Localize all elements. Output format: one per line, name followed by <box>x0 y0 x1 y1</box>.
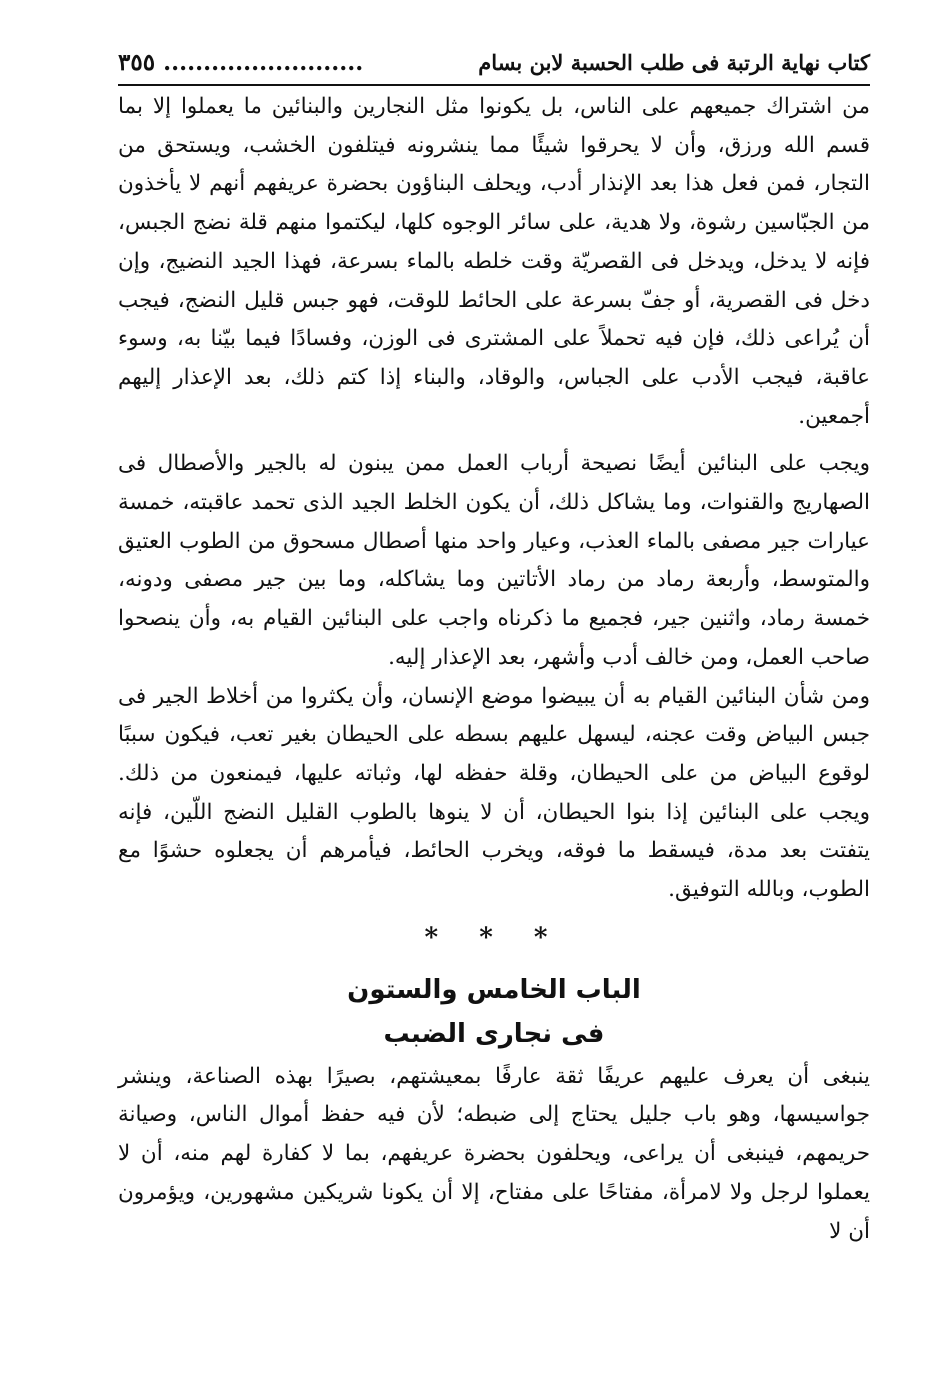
page-body <box>118 88 870 1251</box>
running-header <box>118 40 870 86</box>
paragraph-2: ويجب على البنائين أيضًا نصيحة أرباب العمل ممن يبنون له بالجير والأصطال فى الصهاريج والقنوات، وما يشاكل ذلك، أن يكون الخلط الجيد الذى تحمد عاقبته، خمسة عيارات جير مصفى بالماء العذب، وعيار واحد منها أصطال مسحوق من الطوب العتيق والمتوسط، وأربعة رماد من رماد الأتاتين وما يشاكله، وما بين جير مصفى ودونه، خمسة رماد، واثنين جير، فجميع ما ذكرناه واجب على البنائين القيام به، وأن ينصحوا صاحب العمل، ومن خالف أدب وأشهر، بعد الإعذار إليه. <box>118 451 870 670</box>
chapter-title: الباب الخامس والستون <box>347 974 641 1005</box>
paragraph-3: ومن شأن البنائين القيام به أن يبيضوا موضع الإنسان، وأن يكثروا من أخلاط الجير فى جبس البياض وقت عجنه، ليسهل عليهم بسطه على الحيطان بغير تعب، فيكون سببًا لوقوع البياض من على الحيطان، وقلة حفظه لها، وثباته عليها، فيمنعون من ذلك. ويجب على البنائين إذا بنوا الحيطان، أن لا ينوها بالطوب القليل النضج اللّين، فإنه يتفتت بعد مدة، فيسقط ما فوقه، ويخرب الحائط، فيأمرهم أن يجعلوه حشوًا مع الطوب، وبالله التوفيق. <box>118 683 870 903</box>
section-separator: * * * <box>424 922 564 953</box>
paragraph-4: ينبغى أن يعرف عليهم عريفًا ثقة عارفًا بمعيشتهم، بصيرًا بهذه الصناعة، وينشر جواسيسها، وهو باب جليل يحتاج إلى ضبطه؛ لأن فيه حفظ أموال الناس، وصيانة حريمهم، فينبغى أن يراعى، ويحلفون بحضرة عريفهم، بما لا كفارة لهم منه، أن لا يعملوا لرجل ولا لامرأة، مفتاحًا على مفتاح، إلا أن يكونا شريكين مشهورين، ويؤمرون أن لا <box>118 1063 870 1244</box>
paragraph-1: من اشتراك جميعهم على الناس، بل يكونوا مثل النجارين والبنائين ما يعملوا إلا بما قسم الله ورزق، وأن لا يحرقوا شيئًا مما ينشرونه فيتلفون الخشب، ويستحق من التجار، فمن فعل هذا بعد الإنذار أدب، ويحلف البناؤون بحضرة عريفهم أنهم لا يأخذون من الجبّاسين رشوة، ولا هدية، على سائر الوجوه كلها، ليكتموا منهم قلة نضج الجبس، فإنه لا يدخل، ويدخل فى القصريّة وقت خلطه بالماء بسرعة، فهذا الجيد النضيج، وإن دخل فى القصرية، أو جفّ بسرعة على الحائط للوقت، فهو جبس قليل النضج، فيجب أن يُراعى ذلك، فإن فيه تحملاً على المشترى فى الوزن، وفسادًا فيما بيّنا به، وسوء عاقبة، فيجب الأدب على الجباس، والوقاد، والبناء إذا كتم ذلك، بعد الإعذار إليهم أجمعين. <box>118 94 870 429</box>
page-number: ٣٥٥ <box>118 48 156 76</box>
chapter-subtitle: فى نجارى الضبب <box>383 1018 605 1049</box>
book-title: كتاب نهاية الرتبة فى طلب الحسبة لابن بسام <box>478 49 870 75</box>
page-number-group <box>118 49 363 76</box>
dot-leader: ......................... <box>163 48 364 76</box>
